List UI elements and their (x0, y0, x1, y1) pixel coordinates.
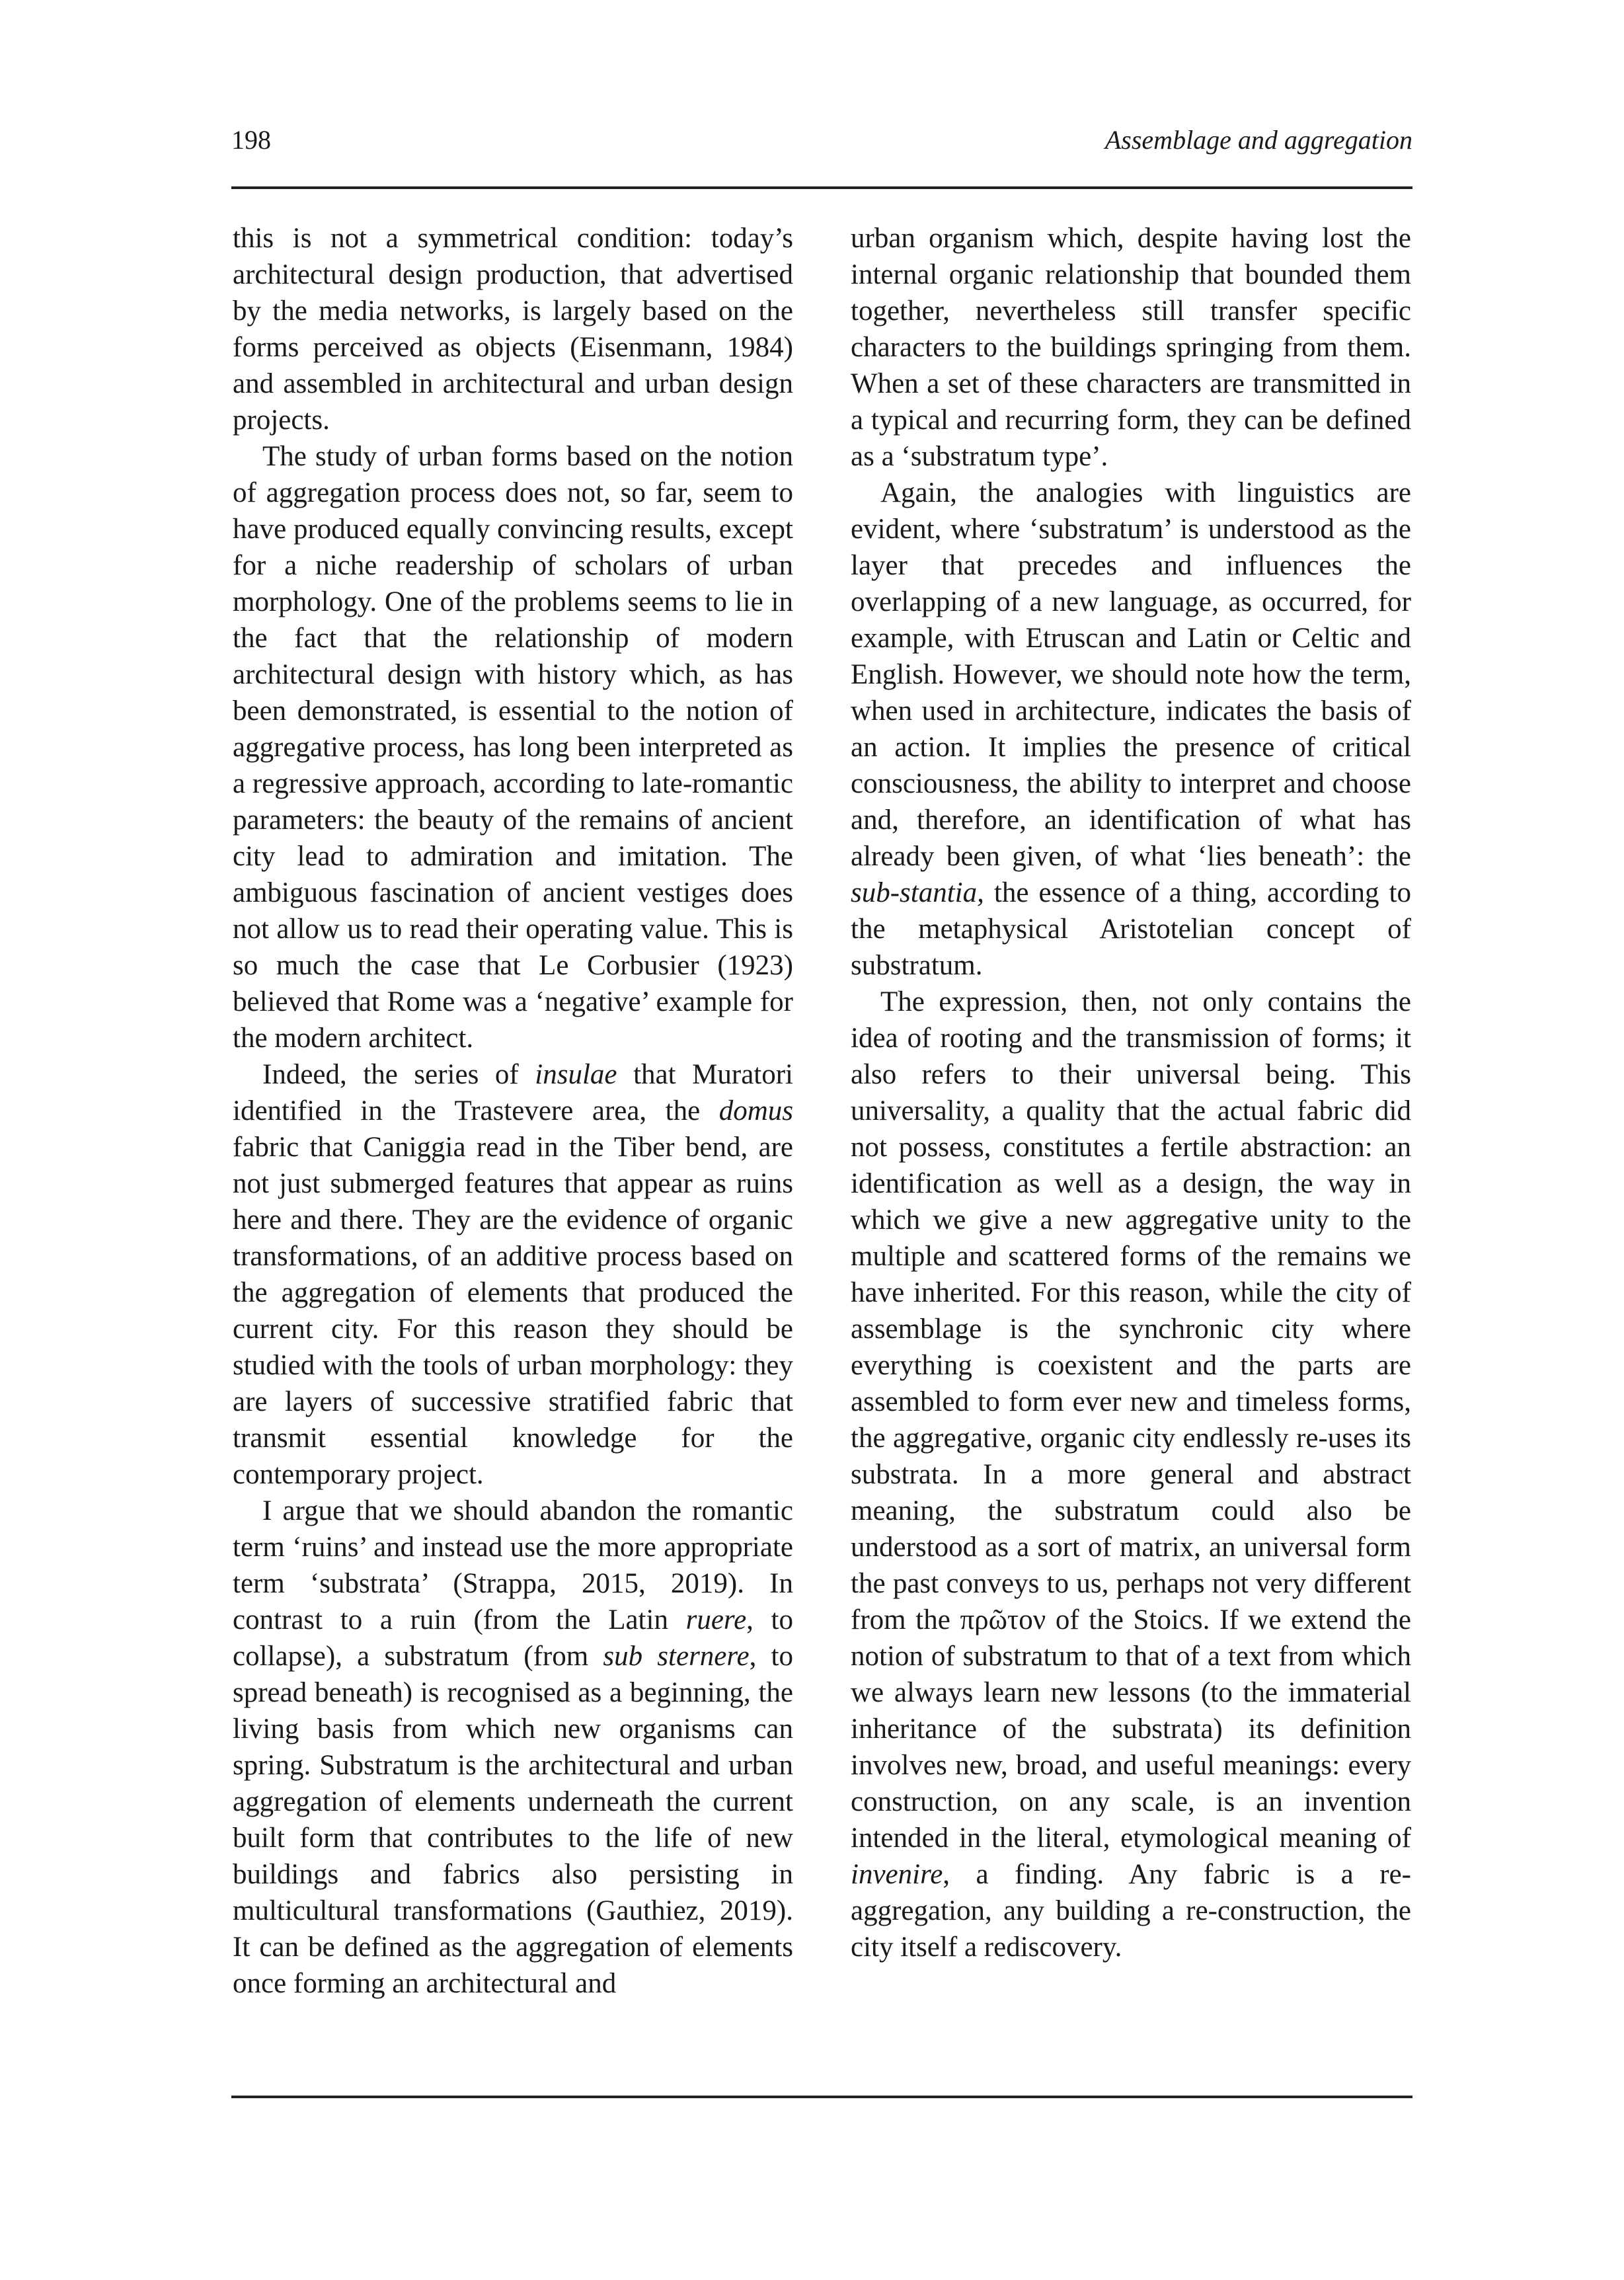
italic-term: insulae (535, 1059, 617, 1090)
paragraph (851, 984, 1411, 1965)
italic-term: sub sternere (603, 1641, 750, 1672)
italic-term: ruere (685, 1604, 747, 1635)
right-column (851, 220, 1411, 1965)
paragraph: urban organism which, despite having lost the internal organic relationship that bounded them together, nevertheless still transfer specific characters to the buildings springing from them. When a set of these characters are transmitted in a typical and recurring form, they can be defined as a ‘substratum type’. (851, 223, 1411, 472)
italic-term: invenire (851, 1859, 943, 1890)
text-run: The expression, then, not only contains the idea of rooting and the transmission of forms; it also refers to their universal being. This universality, a quality that the actual fabric did not possess, constitutes a fertile abstraction: an identification as well as a design, the way in which we give a new aggregative unity to the multiple and scattered forms of the remains we have inherited. For this reason, while the city of assemblage is the synchronic city where everything is coexistent and the parts are assembled to form ever new and timeless forms, the aggregative, organic city endlessly re-uses its substrata. In a more general and abstract meaning, the substratum could also be understood as a sort of matrix, an universal form the past conveys to us, perhaps not very different from the πρῶτον of the Stoics. If we extend the notion of substratum to that of a text from which we always learn new lessons (to the immaterial inheritance of the substrata) its definition involves new, broad, and useful meanings: every construction, on any scale, is an invention intended in the literal, etymological meaning of (851, 986, 1411, 1854)
text-run: Indeed, the series of (262, 1059, 535, 1090)
text-run: fabric that Caniggia read in the Tiber bend, are not just submerged features that appear as ruins here and there. They are the evidence of organic transformations, of an additive process based on the aggregation of elements that produced the current city. For this reason they should be studied with the tools of urban morphology: they are layers of successive stratified fabric that transmit essential knowledge for the contemporary project. (233, 1132, 793, 1490)
left-column (233, 220, 793, 2002)
text-run: , to spread beneath) is recognised as a beginning, the living basis from which new organisms can spring. Substratum is the architectural and urban aggregation of elements underneath the current built form that contributes to the life of new buildings and fabrics also persisting in multicultural transformations (Gauthiez, 2019). It can be defined as the aggregation of elements once forming an architectural and (233, 1641, 794, 1999)
paragraph (233, 1056, 793, 1493)
page-number: 198 (231, 125, 271, 155)
text-run: that Muratori identified in the Trastevere area, the (233, 1059, 793, 1126)
text-run: the essence of a thing, according to the metaphysical Aristotelian concept of substratum. (851, 877, 1411, 981)
text-run: I argue that we should abandon the romantic term ‘ruins’ and instead use the more appropriate term ‘substrata’ (Strappa, 2015, 2019). In contrast to a ruin (from the Latin (233, 1495, 793, 1635)
paragraph (233, 1493, 793, 2002)
italic-term: domus (718, 1095, 793, 1126)
running-title: Assemblage and aggregation (1104, 125, 1412, 155)
footer-rule (231, 2096, 1412, 2098)
text-run: Again, the analogies with linguistics are evident, where ‘substratum’ is understood as the layer that precedes and influences the overlapping of a new language, as occurred, for example, with Etruscan and Latin or Celtic and English. However, we should note how the term, when used in architecture, indicates the basis of an action. It implies the presence of critical consciousness, the ability to interpret and choose and, therefore, an identification of what has already been given, of what ‘lies beneath’: the (851, 477, 1411, 872)
text-run: , to collapse), a substratum (from (233, 1604, 793, 1672)
paragraph (851, 475, 1411, 984)
italic-term: sub-stantia, (851, 877, 984, 908)
header-rule (231, 186, 1412, 189)
paragraph: The study of urban forms based on the notion of aggregation process does not, so far, seem to have produced equally convincing results, except for a niche readership of scholars of urban morphology. One of the problems seems to lie in the fact that the relationship of modern architectural design with history which, as has been demonstrated, is essential to the notion of aggregative process, has long been interpreted as a regressive approach, according to late-romantic parameters: the beauty of the remains of ancient city lead to admiration and imitation. The ambiguous fascination of ancient vestiges does not allow us to read their operating value. This is so much the case that Le Corbusier (1923) believed that Rome was a ‘negative’ example for the modern architect. (233, 441, 793, 1054)
paragraph: this is not a symmetrical condition: today’s architectural design production, that advertised by the media networks, is largely based on the forms perceived as objects (Eisenmann, 1984) and assembled in architectural and urban design projects. (233, 223, 793, 436)
text-run: , a finding. Any fabric is a re-aggregation, any building a re-construction, the city itself a rediscovery. (851, 1859, 1411, 1963)
